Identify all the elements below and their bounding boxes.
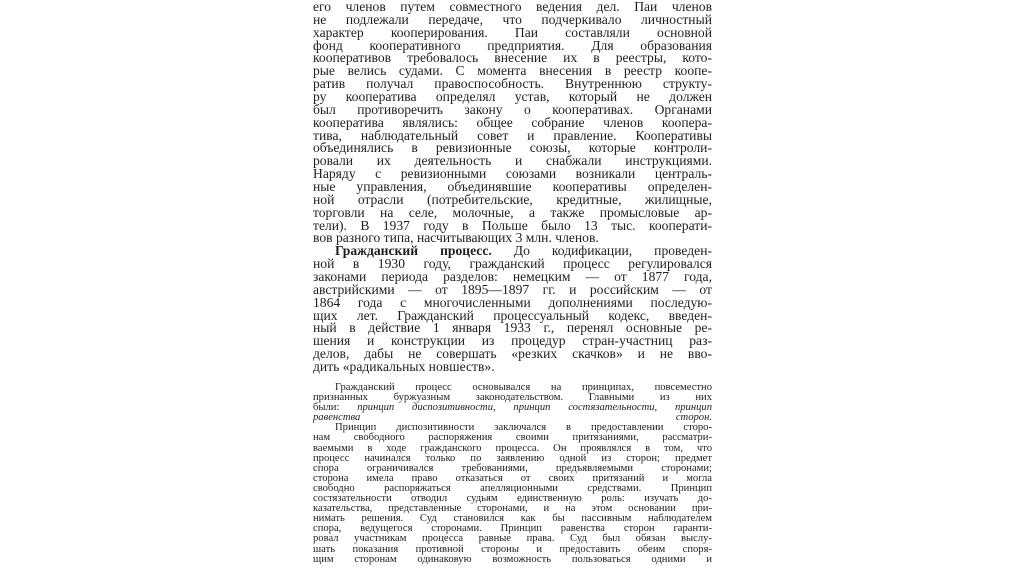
- text-run: щим сторонам одинаковую возможность пользоваться одними и: [313, 553, 712, 565]
- text-run: признанных буржуазным законодательством. Главными из них: [313, 392, 712, 404]
- text-run: дить «радикальных новшеств».: [313, 359, 495, 375]
- text-run: Наряду с ревизионными союзами возникали централь-: [313, 166, 712, 182]
- text-run: спора, ведущегося сторонами. Принцип равенства сторон гаранти-: [313, 523, 712, 535]
- text-run: нам свободного распоряжения своими притязаниями, рассматри-: [313, 432, 712, 444]
- text-run: кооперативов требовалось внесение их в реестры, кото-: [313, 50, 712, 66]
- text-run: казательства, представленные сторонами, и на этом основании при-: [313, 503, 712, 515]
- italic-text-run: принцип диспозитивности, принцип состязательности, принцип: [357, 402, 712, 414]
- text-run: щих лет. Гражданский процессуальный кодекс, введен-: [313, 307, 712, 323]
- text-run: ру кооператива определял устав, который не должен: [313, 89, 712, 105]
- text-run: нимать решения. Суд становился как бы пассивным наблюдателем: [313, 513, 712, 525]
- text-run: ной отрасли (потребительские, кредитные, жилищные,: [313, 191, 712, 207]
- text-run: Гражданский процесс основывался на принципах, повсеместно: [335, 382, 712, 393]
- text-run: были:: [313, 402, 358, 414]
- text-run: 1864 года с многочисленными дополнениями последую-: [313, 294, 712, 310]
- text-run: ратив получал правоспособность. Внутреннюю структу-: [313, 76, 712, 92]
- text-run: тива, наблюдательный совет и правление. Кооперативы: [313, 127, 712, 143]
- text-run: ваемыми в ходе гражданского процесса. Он проявлялся в том, что: [313, 442, 712, 454]
- text-run: законами периода разделов: немецким — от 1877 года,: [313, 269, 712, 285]
- text-run: До кодификации, проведен-: [491, 243, 712, 259]
- text-run: не подлежали передаче, что подчеркивало личностный: [313, 11, 712, 27]
- text-run: ный в действие 1 января 1933 г., перенял основные ре-: [313, 320, 712, 336]
- text-run: Принцип диспозитивности заключался в предоставлении сторо-: [335, 422, 712, 434]
- text-run: объединялись в ревизионные союзы, которые контроли-: [313, 140, 712, 156]
- section-heading: Гражданский процесс.: [335, 243, 492, 259]
- text-run: фонд кооперативного предприятия. Для образования: [313, 37, 712, 53]
- text-run: ные управления, объединявшие кооперативы определен-: [313, 179, 712, 195]
- text-run: кооператива являлись: общее собрание членов коопера-: [313, 114, 712, 130]
- text-run: состязательности отводил судьям единственную роль: изучать до-: [313, 493, 712, 505]
- italic-text-run: равенства сторон.: [313, 412, 712, 424]
- text-run: ровал участникам процесса равные права. Суд был обязан выслу-: [313, 533, 712, 545]
- main-text-block: [313, 1, 712, 374]
- text-line: [313, 361, 712, 374]
- text-run: торговли на селе, молочные, а также промысловые ар-: [313, 204, 712, 220]
- text-run: рые велись судами. С момента внесения в реестр коопе-: [313, 63, 712, 79]
- text-run: вов разного типа, насчитывающих 3 млн. членов.: [313, 230, 599, 246]
- text-run: шения и конструкции из процедур стран-участниц раз-: [313, 333, 712, 349]
- text-run: ной в 1930 году, гражданский процесс регулировался: [313, 256, 712, 272]
- text-run: характер кооперирования. Паи составляли основной: [313, 24, 712, 40]
- text-run: сторона имела право отказаться от своих притязаний и могла: [313, 472, 712, 484]
- text-run: свободно распоряжаться апелляционными средствами. Принцип: [313, 482, 712, 494]
- text-run: тели). В 1937 году в Польше было 13 тыс. кооперати-: [313, 217, 712, 233]
- text-run: был противоречить закону о кооперативах. Органами: [313, 101, 712, 117]
- text-run: его членов путем совместного ведения дел. Паи членов: [313, 0, 712, 14]
- text-run: делов, дабы не совершать «резких скачков» и не вво-: [313, 346, 712, 362]
- text-run: ровали их деятельность и снабжали инструкциями.: [313, 153, 712, 169]
- text-run: австрийскими — от 1895—1897 гг. и российским — от: [313, 281, 712, 297]
- text-line: [313, 555, 712, 565]
- text-run: процесс начинался только по заявлению одной из сторон; предмет: [313, 452, 712, 464]
- small-print-block: [313, 383, 712, 565]
- text-run: спора ограничивался требованиями, предъявляемыми сторонами;: [313, 462, 712, 474]
- text-run: шать показания противной стороны и предоставить обеим споря-: [313, 543, 712, 555]
